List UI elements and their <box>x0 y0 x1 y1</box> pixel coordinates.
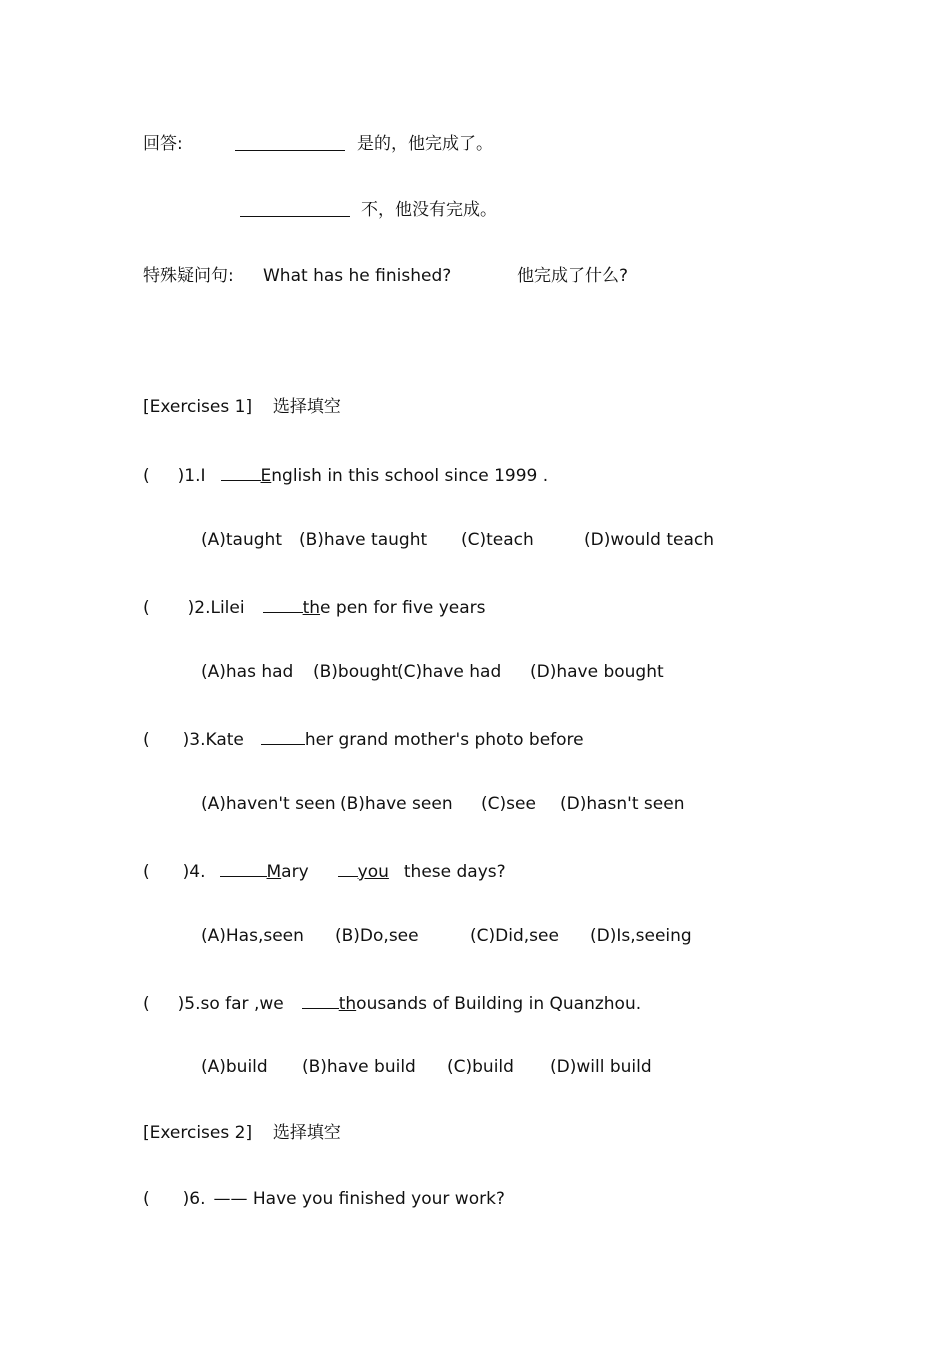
special-question-english: What has he finished? <box>263 266 452 286</box>
q1-option-a[interactable]: (A)taught <box>201 530 282 550</box>
q2-option-d[interactable]: (D)have bought <box>530 662 664 682</box>
answer-blank-no[interactable] <box>240 200 350 217</box>
q3-option-c[interactable]: (C)see <box>481 794 536 814</box>
question-2 <box>143 596 486 618</box>
question-underlined: th <box>338 994 357 1014</box>
q2-option-b[interactable]: (B)bought <box>313 662 399 682</box>
question-3 <box>143 728 584 750</box>
q5-option-b[interactable]: (B)have build <box>302 1057 416 1077</box>
answer-no-text: 不，他没有完成。 <box>361 200 497 220</box>
answer-paren: ( <box>143 730 150 750</box>
q4-option-d[interactable]: (D)Is,seeing <box>590 926 692 946</box>
question-5 <box>143 992 641 1014</box>
q5-option-d[interactable]: (D)will build <box>550 1057 652 1077</box>
question-underlined: E <box>260 466 272 486</box>
question-text: nglish in this school since 1999 . <box>271 466 549 486</box>
exercises2-title: [Exercises 2] <box>143 1123 253 1143</box>
exercises2-heading <box>143 1123 341 1143</box>
question-underlined-2: you <box>357 862 389 882</box>
question-text-2: these days? <box>403 862 506 882</box>
question-underlined: M <box>266 862 282 882</box>
exercises1-instruction: 选择填空 <box>272 397 341 417</box>
q3-option-d[interactable]: (D)hasn't seen <box>560 794 685 814</box>
question-number: )3.Kate <box>182 730 244 750</box>
question-text: her grand mother's photo before <box>304 730 584 750</box>
q4-option-c[interactable]: (C)Did,see <box>470 926 559 946</box>
q1-option-c[interactable]: (C)teach <box>461 530 534 550</box>
fill-blank[interactable] <box>263 596 303 613</box>
question-number: )5.so far ,we <box>177 994 284 1014</box>
answer-paren: ( <box>143 994 150 1014</box>
fill-blank[interactable] <box>220 860 267 877</box>
answer-paren: ( <box>143 598 150 618</box>
answer-blank-yes[interactable] <box>235 134 345 151</box>
special-question-chinese: 他完成了什么? <box>517 266 629 286</box>
question-number: )2.Lilei <box>187 598 245 618</box>
q3-option-b[interactable]: (B)have seen <box>340 794 453 814</box>
q5-option-a[interactable]: (A)build <box>201 1057 268 1077</box>
question-6 <box>143 1189 505 1209</box>
q4-option-b[interactable]: (B)Do,see <box>335 926 419 946</box>
q2-option-a[interactable]: (A)has had <box>201 662 294 682</box>
question-text: e pen for five years <box>320 598 486 618</box>
question-text: —— Have you finished your work? <box>213 1189 505 1209</box>
question-text: ary <box>281 862 309 882</box>
question-number: )4. <box>182 862 206 882</box>
q1-option-d[interactable]: (D)would teach <box>584 530 715 550</box>
q2-option-c[interactable]: (C)have had <box>397 662 502 682</box>
answer-label: 回答: <box>143 134 183 154</box>
special-question-label: 特殊疑问句: <box>143 266 234 286</box>
question-number: )6. <box>182 1189 206 1209</box>
q1-option-b[interactable]: (B)have taught <box>299 530 428 550</box>
question-underlined: th <box>302 598 321 618</box>
fill-blank-2[interactable] <box>338 860 358 877</box>
exercises1-heading <box>143 397 341 417</box>
answer-paren: ( <box>143 1189 150 1209</box>
exercises2-instruction: 选择填空 <box>272 1123 341 1143</box>
question-number: )1.I <box>177 466 206 486</box>
question-1 <box>143 464 548 486</box>
q3-option-a[interactable]: (A)haven't seen <box>201 794 336 814</box>
q5-option-c[interactable]: (C)build <box>447 1057 514 1077</box>
answer-yes-text: 是的，他完成了。 <box>357 134 493 154</box>
answer-paren: ( <box>143 466 150 486</box>
question-text: ousands of Building in Quanzhou. <box>356 994 642 1014</box>
exercises1-title: [Exercises 1] <box>143 397 253 417</box>
q4-option-a[interactable]: (A)Has,seen <box>201 926 304 946</box>
fill-blank[interactable] <box>302 992 339 1009</box>
fill-blank[interactable] <box>221 464 261 481</box>
question-4 <box>143 860 506 882</box>
fill-blank[interactable] <box>261 728 305 745</box>
answer-paren: ( <box>143 862 150 882</box>
